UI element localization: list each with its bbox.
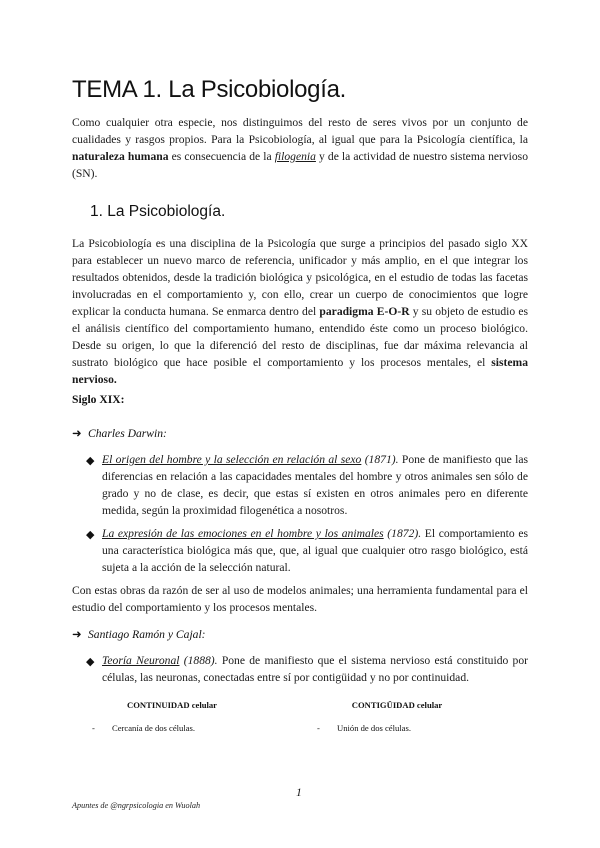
list-item-cajal [72,627,206,641]
diamond-bullet-icon: ◆ [86,529,95,541]
column-item: - Unión de dos células. [317,723,411,733]
subheading-siglo: Siglo XIX: [72,393,125,406]
theory-year: (1888). [179,654,218,667]
item-text: Unión de dos células. [337,723,411,733]
item-text: Cercanía de dos células. [112,723,196,733]
intro-text-2: es consecuencia de la [168,150,275,163]
conclusion-paragraph: Con estas obras da razón de ser al uso de modelos animales; una herramienta fundamental para el estudio del comportamiento y los procesos mentales. [72,584,528,614]
intro-text-3: y de la actividad de nuestro sistema nervioso (SN). [72,150,528,180]
footer-credit: Apuntes de @ngrpsicologia en Wuolah [72,801,201,810]
intro-underlined-term: filogenia [274,150,316,163]
book-desc-2: El comportamiento es una característica biológica más que, que, al igual que cualquier otro rasgo biológico, está sujeta a la acción de la selección natural. [102,527,529,574]
book-title-2: La expresión de las emociones en el hombre y los animales [102,527,384,540]
intro-paragraph [72,114,528,182]
column-item: - Cercanía de dos células. [92,723,196,733]
section-bold-sn: sistema nervioso. [72,356,528,386]
book-year-2: (1872). [383,527,422,540]
bullet-darwin-2 [86,525,528,576]
column-heading-contiguidad: CONTIGÜIDAD celular [351,700,443,710]
section-bold-paradigm: paradigma E-O-R [319,305,410,318]
book-title-1: El origen del hombre y la selección en relación al sexo [102,453,362,466]
section-paragraph [72,235,528,388]
list-item-darwin [72,426,167,440]
book-desc-1: Pone de manifiesto que las diferencias en relación a las capacidades mentales del hombre y otros animales sen sólo de grado y no de clase, es decir, que estas sí existen en otros animales pero en diferente medida, según la proximidad filogenética a nosotros. [102,453,528,517]
column-continuidad [92,700,292,733]
arrow-right-icon: ➜ [72,628,82,641]
theory-title: Teoría Neuronal [102,654,180,667]
darwin-name: Charles Darwin: [88,427,167,440]
theory-desc: Pone de manifiesto que el sistema nervioso está constituido por células, las neuronas, conectadas entre sí por contigüidad y no por continuidad. [102,654,528,684]
arrow-right-icon: ➜ [72,427,82,440]
column-heading-continuidad: CONTINUIDAD celular [127,700,217,710]
bullet-darwin-1 [86,451,528,519]
column-contiguidad [317,700,517,733]
page-title: TEMA 1. La Psicobiología. [72,76,346,103]
cajal-name: Santiago Ramón y Cajal: [88,628,206,641]
section-text-2: y su objeto de estudio es el análisis científico del comportamiento humano, entendido éste como un proceso biológico. Desde su origen, lo que la diferenció del resto de disciplinas, fue dar máxima relevancia al sustrato biológico que hace posible el comportamiento y los procesos mentales, el [72,305,528,369]
section-heading: 1. La Psicobiología. [90,203,226,220]
diamond-bullet-icon: ◆ [86,455,95,467]
page-number: 1 [296,786,302,799]
bullet-cajal-1 [86,652,528,686]
section-text-1: La Psicobiología es una disciplina de la Psicología que surge a principios del pasado siglo XX para establecer un nuevo marco de referencia, unificador y más amplio, en el que integrar los resultados obtenidos, desde la tradición biológica y psicológica, en el estudio de todas las facetas involucradas en el comportamiento y, con ello, crear un cuerpo de conocimientos que logre explicar la conducta humana. Se enmarca dentro del [72,237,528,318]
diamond-bullet-icon: ◆ [86,656,95,668]
intro-bold-term: naturaleza humana [72,150,169,163]
intro-text-1: Como cualquier otra especie, nos distinguimos del resto de seres vivos por un conjunto de cualidades y rasgos propios. Para la Psicobiología, al igual que para la Psicología científica, la [72,116,528,146]
book-year-1: (1871). [361,453,399,466]
